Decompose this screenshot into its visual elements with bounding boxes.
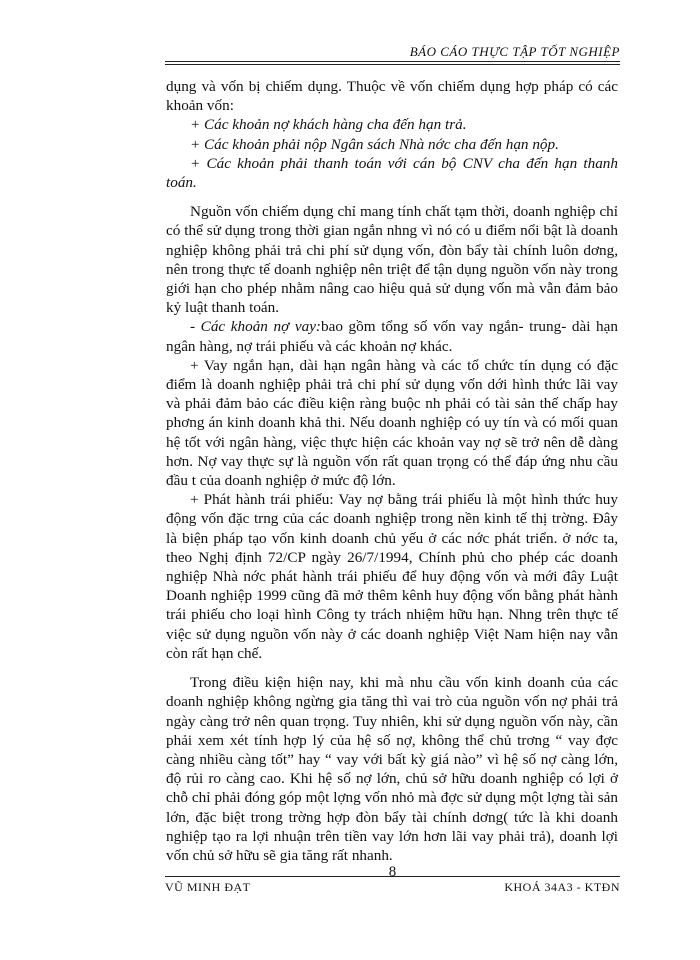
loans-label: - Các khoản nợ vay: [190,318,321,336]
paragraph-debt-ratio: Trong điều kiện hiện nay, khi mà nhu cầu vốn kinh doanh của các doanh nghiệp không ngừng gia tăng thì vai trò của nguồn vốn nợ phải trả ngày càng trở nên quan trọng. Tuy nhiên, khi sử dụng nguồn vốn này, cần phải xem xét tính hợp lý của hệ số nợ, không thể chủ trơng “ vay đợc càng nhiều càng tốt” hay “ vay với bất kỳ giá nào” vì hệ số nợ càng lớn, độ rủi ro càng cao. Khi hệ số nợ lớn, chủ sở hữu doanh nghiệp có lợi ở chỗ chỉ phải đóng góp một lợng vốn nhỏ mà đợc sử dụng một lợng tài sản lớn, đặc biệt trong trờng hợp đòn bẩy tài chính dơng( tức là khi doanh nghiệp tạo ra lợi nhuận trên tiền vay lớn hơn lãi vay phải trả), doanh lợi vốn chủ sở hữu sẽ gia tăng rất nhanh. [166,674,618,864]
running-header: BÁO CÁO THỰC TẬP TỐT NGHIỆP [409,44,620,59]
page-body [166,77,618,865]
page-footer [165,864,620,898]
paragraph-loans [166,317,618,355]
loans-text: bao gồm tổng số vốn vay ngắn- trung- dài hạn ngân hàng, nợ trái phiếu và các khoản nợ khác. [166,318,618,355]
paragraph-bonds: + Phát hành trái phiếu: Vay nợ bằng trái phiếu là một hình thức huy động vốn đặc trng của các doanh nghiệp trong nền kinh tế thị trờng. Đây là biện pháp tạo vốn kinh doanh chủ yếu ở các nớc phát triển. ở nớc ta, theo Nghị định 72/CP ngày 26/7/1994, Chính phủ cho phép các doanh nghiệp Nhà nớc phát hành trái phiếu để huy động vốn và mới đây Luật Doanh nghiệp 1999 cũng đã mở thêm kênh huy động vốn bằng phát hành trái phiếu cho loại hình Công ty trách nhiệm hữu hạn. Nhng trên thực tế việc sử dụng nguồn vốn này ở các doanh nghiệp Việt Nam hiện nay vẫn còn rất hạn chế. [166,491,618,662]
footer-author: VŨ MINH ĐẠT [165,880,251,894]
page-number: 8 [388,864,397,880]
paragraph-continued: dụng và vốn bị chiếm dụng. Thuộc về vốn chiếm dụng hợp pháp có các khoản vốn: [166,78,618,115]
list-item-customer-debt: + Các khoản nợ khách hàng cha đến hạn trả. [190,116,467,134]
list-item-employee-payable: + Các khoản phải thanh toán với cán bộ CNV cha đến hạn thanh toán. [166,154,618,192]
list-item-budget-payable: + Các khoản phải nộp Ngân sách Nhà nớc cha đến hạn nộp. [190,135,559,153]
footer-class: KHOÁ 34A3 - KTĐN [504,880,620,894]
paragraph-bank-loans: + Vay ngắn hạn, dài hạn ngân hàng và các tổ chức tín dụng có đặc điểm là doanh nghiệp phải trả chi phí sử dụng vốn dới hình thức lãi vay và phải đảm bảo các điều kiện ràng buộc nh phải có tài sản thế chấp hay phơng án kinh doanh khả thi. Nếu doanh nghiệp có uy tín và có mối quan hệ tốt với ngân hàng, việc thực hiện các khoản vay nợ sẽ trở nên dễ dàng hơn. Nợ vay thực sự là nguồn vốn rất quan trọng có thể đáp ứng nhu cầu đầu t của doanh nghiệp ở mức độ lớn. [166,356,618,490]
paragraph-appropriated-capital: Nguồn vốn chiếm dụng chỉ mang tính chất tạm thời, doanh nghiệp chỉ có thể sử dụng trong thời gian ngắn nhng vì nó có u điểm nổi bật là doanh nghiệp không phải trả chi phí sử dụng vốn, đòn bẩy tài chính luôn dơng, nên trong thực tế doanh nghiệp nên triệt để tận dụng nguồn vốn này trong giới hạn cho phép nhằm nâng cao hiệu quả sử dụng vốn mà vẫn đảm bảo kỷ luật thanh toán. [166,203,618,317]
header-rule [165,61,620,65]
